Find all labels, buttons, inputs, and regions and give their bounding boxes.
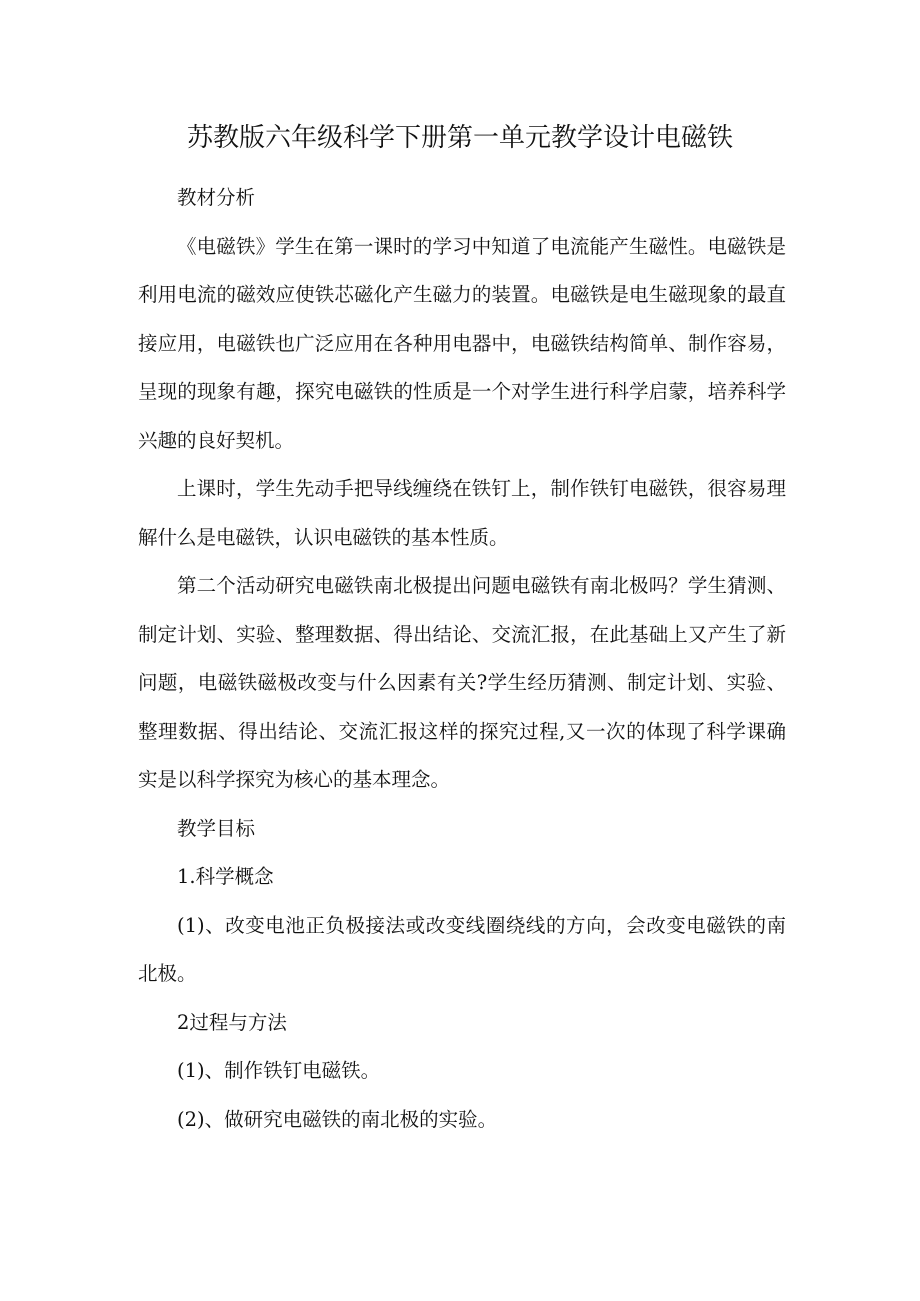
section-heading-analysis: 教材分析 <box>177 186 256 209</box>
paragraph-analysis-3: 第二个活动研究电磁铁南北极提出问题电磁铁有南北极吗？学生猜测、制定计划、实验、整理数据、得出结论、交流汇报，在此基础上又产生了新问题，电磁铁磁极改变与什么因素有关?学生经历猜测、制定计划、实验、整理数据、得出结论、交流汇报这样的探究过程,又一次的体现了科学课确实是以科学探究为核心的基本理念。 <box>138 574 786 791</box>
subheading-concept: 1.科学概念 <box>177 865 274 888</box>
section-heading-goals: 教学目标 <box>177 816 256 840</box>
process-item-2: (2)、做研究电磁铁的南北极的实验。 <box>177 1107 498 1131</box>
concept-item-1: (1)、改变电池正负极接法或改变线圈绕线的方向，会改变电磁铁的南北极。 <box>138 913 786 985</box>
document-title: 苏教版六年级科学下册第一单元教学设计电磁铁 <box>186 123 733 153</box>
paragraph-analysis-2: 上课时，学生先动手把导线缠绕在铁钉上，制作铁钉电磁铁，很容易理解什么是电磁铁，认识电磁铁的基本性质。 <box>138 477 786 549</box>
document-body <box>138 174 786 1144</box>
paragraph-analysis-1: 《电磁铁》学生在第一课时的学习中知道了电流能产生磁性。电磁铁是利用电流的磁效应使铁芯磁化产生磁力的装置。电磁铁是电生磁现象的最直接应用，电磁铁也广泛应用在各种用电器中，电磁铁结构简单、制作容易，呈现的现象有趣，探究电磁铁的性质是一个对学生进行科学启蒙，培养科学兴趣的良好契机。 <box>138 234 786 452</box>
subheading-process: 2过程与方法 <box>177 1010 287 1034</box>
process-item-1: (1)、制作铁钉电磁铁。 <box>177 1059 381 1082</box>
